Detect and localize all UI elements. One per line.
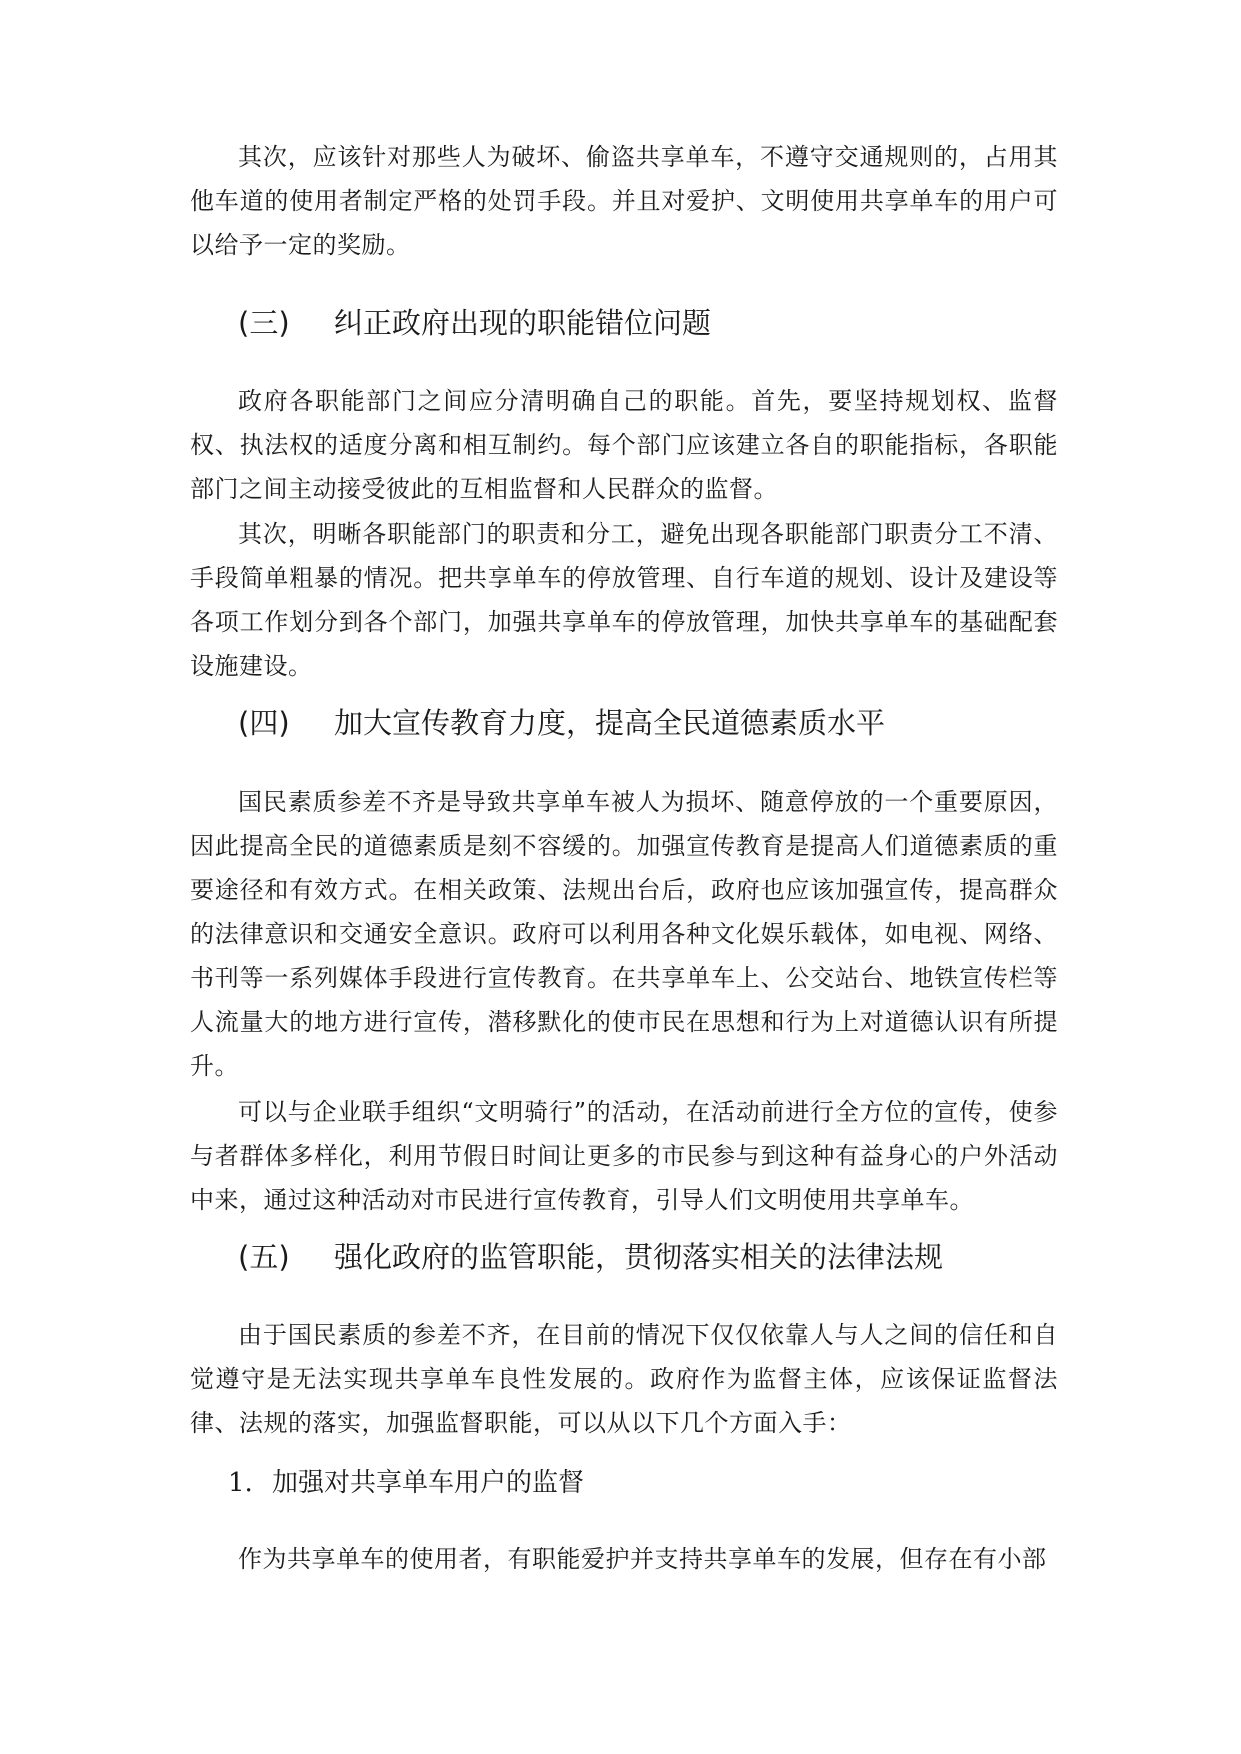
paragraph-text: 国民素质参差不齐是导致共享单车被人为损坏、随意停放的一个重要原因，因此提高全民的道德素质是刻不容缓的。加强宣传教育是提高人们道德素质的重要途径和有效方式。在相关政策、法规出台后，政府也应该加强宣传，提高群众的法律意识和交通安全意识。政府可以利用各种文化娱乐载体，如电视、网络、书刊等一系列媒体手段进行宣传教育。在共享单车上、公交站台、地铁宣传栏等人流量大的地方进行宣传，潜移默化的使市民在思想和行为上对道德认识有所提升。 [190, 788, 1058, 1080]
paragraph-text: 政府各职能部门之间应分清明确自己的职能。首先，要坚持规划权、监督权、执法权的适度分离和相互制约。每个部门应该建立各自的职能指标，各职能部门之间主动接受彼此的互相监督和人民群众的监督。 [190, 387, 1058, 503]
heading [190, 303, 1058, 343]
paragraph-text: 作为共享单车的使用者，有职能爱护并支持共享单车的发展，但存在有小部 [238, 1545, 1047, 1573]
paragraph-activity [190, 1090, 1058, 1222]
section-heading-3 [190, 303, 1058, 343]
section-heading-5 [190, 1237, 1058, 1277]
heading-title: 纠正政府出现的职能错位问题 [334, 306, 712, 340]
heading-number: (四) [238, 706, 290, 740]
heading-title: 强化政府的监管职能，贯彻落实相关的法律法规 [334, 1240, 944, 1274]
heading-number: (五) [238, 1240, 290, 1274]
heading [190, 703, 1058, 743]
paragraph-text: 由于国民素质的参差不齐，在目前的情况下仅仅依靠人与人之间的信任和自觉遵守是无法实现共享单车良性发展的。政府作为监督主体，应该保证监督法律、法规的落实，加强监督职能，可以从以下几个方面入手： [190, 1321, 1058, 1437]
paragraph-division [190, 512, 1058, 688]
subsection-heading-1 [190, 1463, 1058, 1503]
paragraph-text: 其次，应该针对那些人为破坏、偷盗共享单车，不遵守交通规则的，占用其他车道的使用者制定严格的处罚手段。并且对爱护、文明使用共享单车的用户可以给予一定的奖励。 [190, 143, 1058, 259]
section-heading-4 [190, 703, 1058, 743]
paragraph-text: 可以与企业联手组织“文明骑行”的活动，在活动前进行全方位的宣传，使参与者群体多样化，利用节假日时间让更多的市民参与到这种有益身心的户外活动中来，通过这种活动对市民进行宣传教育，引导人们文明使用共享单车。 [190, 1098, 1058, 1214]
heading [190, 1463, 1058, 1503]
heading-number: 1. [228, 1468, 253, 1498]
paragraph-penalties [190, 135, 1058, 267]
paragraph-users [190, 1537, 1058, 1581]
heading-number: (三) [238, 306, 290, 340]
paragraph-functions [190, 379, 1058, 511]
paragraph-supervision [190, 1313, 1058, 1445]
heading-title: 加大宣传教育力度，提高全民道德素质水平 [334, 706, 886, 740]
heading-title: 加强对共享单车用户的监督 [272, 1468, 585, 1498]
paragraph-education [190, 780, 1058, 1088]
heading [190, 1237, 1058, 1277]
paragraph-text: 其次，明晰各职能部门的职责和分工，避免出现各职能部门职责分工不清、手段简单粗暴的情况。把共享单车的停放管理、自行车道的规划、设计及建设等各项工作划分到各个部门，加强共享单车的停放管理，加快共享单车的基础配套设施建设。 [190, 520, 1058, 680]
